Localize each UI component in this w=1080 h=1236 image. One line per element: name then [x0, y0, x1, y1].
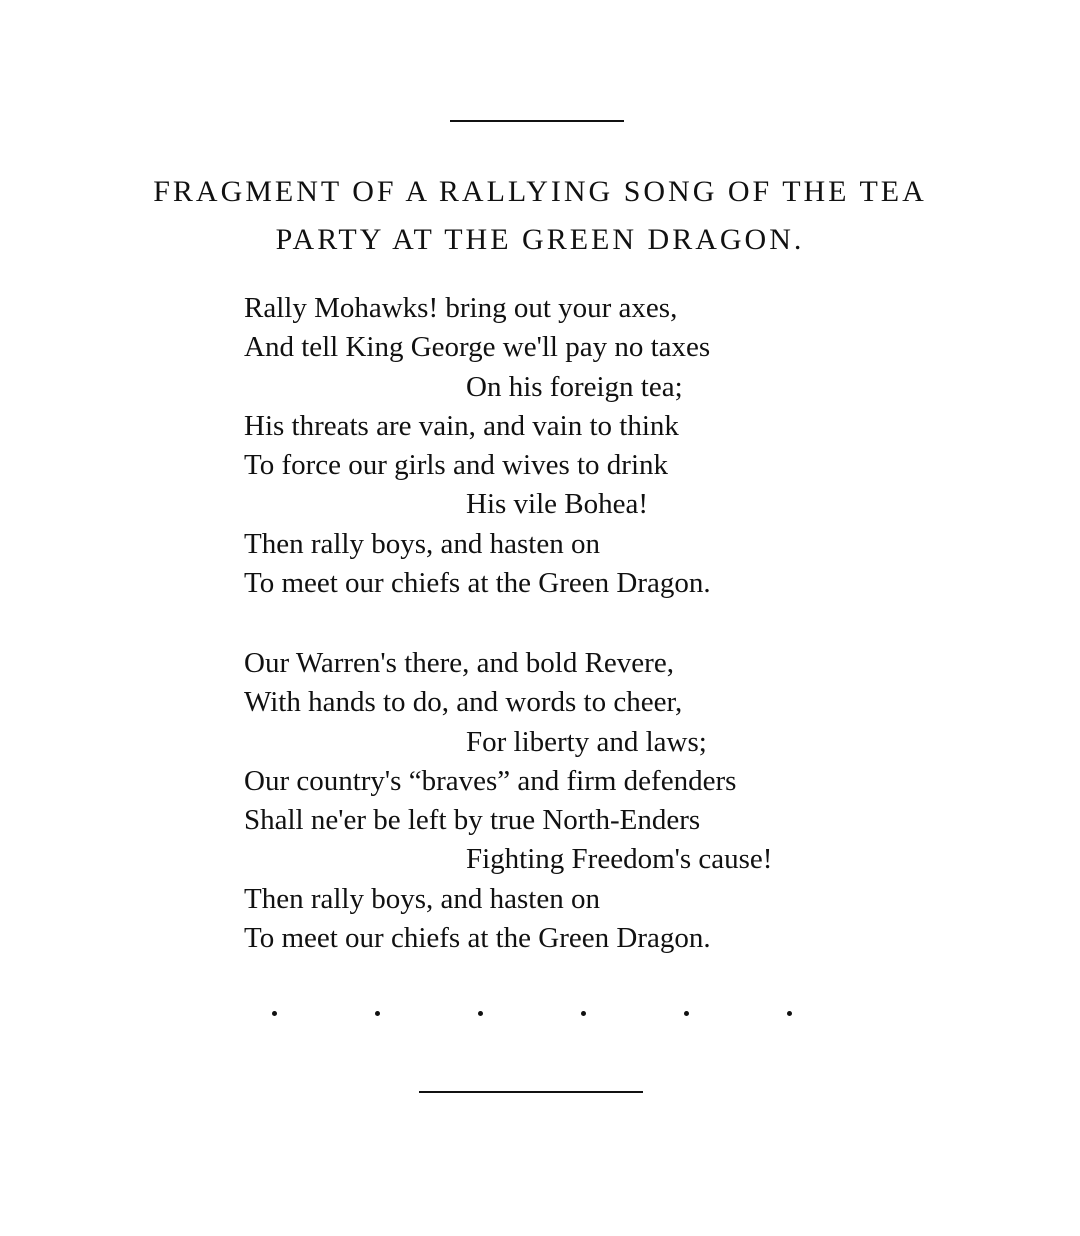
poem-title	[0, 168, 1080, 264]
verse-line-indented: His vile Bohea!	[466, 488, 649, 521]
verse-line: To meet our chiefs at the Green Dragon.	[244, 922, 711, 955]
ellipsis-dot	[787, 1011, 792, 1016]
verse-line-indented: Fighting Freedom's cause!	[466, 843, 773, 876]
verse-line: Then rally boys, and hasten on	[244, 527, 600, 560]
top-rule	[450, 120, 624, 122]
title-line-1: FRAGMENT OF A RALLYING SONG OF THE TEA	[153, 175, 927, 208]
stanza-2	[244, 644, 1004, 958]
verse-line: With hands to do, and words to cheer,	[244, 686, 683, 719]
title-line-2: PARTY AT THE GREEN DRAGON.	[275, 223, 805, 256]
verse-line: Rally Mohawks! bring out your axes,	[244, 292, 678, 324]
verse-line: Our country's “braves” and firm defenders	[244, 764, 737, 797]
verse-line: His threats are vain, and vain to think	[244, 409, 679, 442]
bottom-rule	[419, 1091, 643, 1093]
verse-line: Then rally boys, and hasten on	[244, 882, 600, 915]
ellipsis-dot	[684, 1011, 689, 1016]
verse-line-indented: On his foreign tea;	[466, 370, 683, 403]
verse-line: To force our girls and wives to drink	[244, 449, 669, 482]
omission-dots	[0, 1004, 1080, 1024]
ellipsis-dot	[272, 1011, 277, 1016]
verse-line: And tell King George we'll pay no taxes	[244, 331, 711, 364]
verse-line: To meet our chiefs at the Green Dragon.	[244, 567, 711, 600]
ellipsis-dot	[478, 1011, 483, 1016]
ellipsis-dot	[375, 1011, 380, 1016]
verse-line: Shall ne'er be left by true North-Enders	[244, 804, 701, 837]
ellipsis-dot	[581, 1011, 586, 1016]
verse-line: Our Warren's there, and bold Revere,	[244, 647, 674, 679]
stanza-1	[244, 289, 1004, 603]
verse-line-indented: For liberty and laws;	[466, 725, 707, 758]
